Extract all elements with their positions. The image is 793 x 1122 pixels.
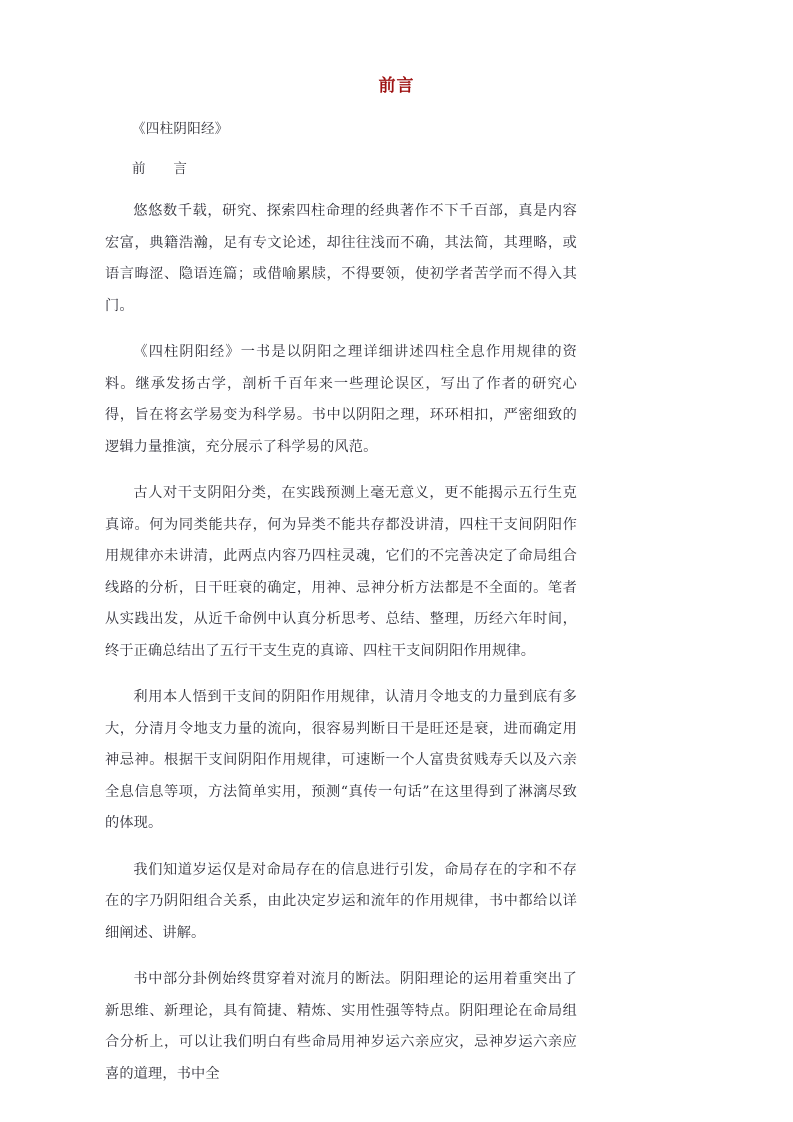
body-paragraphs xyxy=(105,196,577,1090)
paragraph: 古人对干支阴阳分类，在实践预测上毫无意义，更不能揭示五行生克真谛。何为同类能共存，何为异类不能共存都没讲清，四柱干支间阴阳作用规律亦未讲清，此两点内容乃四柱灵魂，它们的不完善决定了命局组合线路的分析，日干旺衰的确定，用神、忌神分析方法都是不全面的。笔者从实践出发，从近千命例中认真分析思考、总结、整理，历经六年时间，终于正确总结出了五行干支生克的真谛、四柱干支间阴阳作用规律。 xyxy=(105,485,577,659)
paragraph: 利用本人悟到干支间的阴阳作用规律，认清月令地支的力量到底有多大，分清月令地支力量的流向，很容易判断日干是旺还是衰，进而确定用神忌神。根据干支间阴阳作用规律，可速断一个人富贵贫贱寿夭以及六亲全息信息等项，方法简单实用，预测“真传一句话”在这里得到了淋漓尽致的体现。 xyxy=(105,689,577,831)
paragraph: 书中部分卦例始终贯穿着对流月的断法。阴阳理论的运用着重突出了新思维、新理论，具有简捷、精炼、实用性强等特点。阴阳理论在命局组合分析上，可以让我们明白有些命局用神岁运六亲应灾，忌神岁运六亲应喜的道理，书中全 xyxy=(105,971,577,1082)
page-title: 前言 xyxy=(378,76,415,96)
paragraph: 我们知道岁运仅是对命局存在的信息进行引发，命局存在的字和不存在的字乃阴阳组合关系，由此决定岁运和流年的作用规律，书中都给以详细阐述、讲解。 xyxy=(105,861,577,941)
book-title-line: 《四柱阴阳经》 xyxy=(132,121,229,137)
section-heading: 前 言 xyxy=(132,161,188,177)
paragraph: 《四柱阴阳经》一书是以阴阳之理详细讲述四柱全息作用规律的资料。继承发扬古学，剖析千百年来一些理论误区，写出了作者的研究心得，旨在将玄学易变为科学易。书中以阴阳之理，环环相扣，严密细致的逻辑力量推演，充分展示了科学易的风范。 xyxy=(105,344,577,455)
paragraph: 悠悠数千载，研究、探索四柱命理的经典著作不下千百部，真是内容宏富，典籍浩瀚，足有专文论述，却往往浅而不确，其法简，其理略，或语言晦涩、隐语连篇；或借喻累牍，不得要领，使初学者苦学而不得入其门。 xyxy=(105,203,577,314)
